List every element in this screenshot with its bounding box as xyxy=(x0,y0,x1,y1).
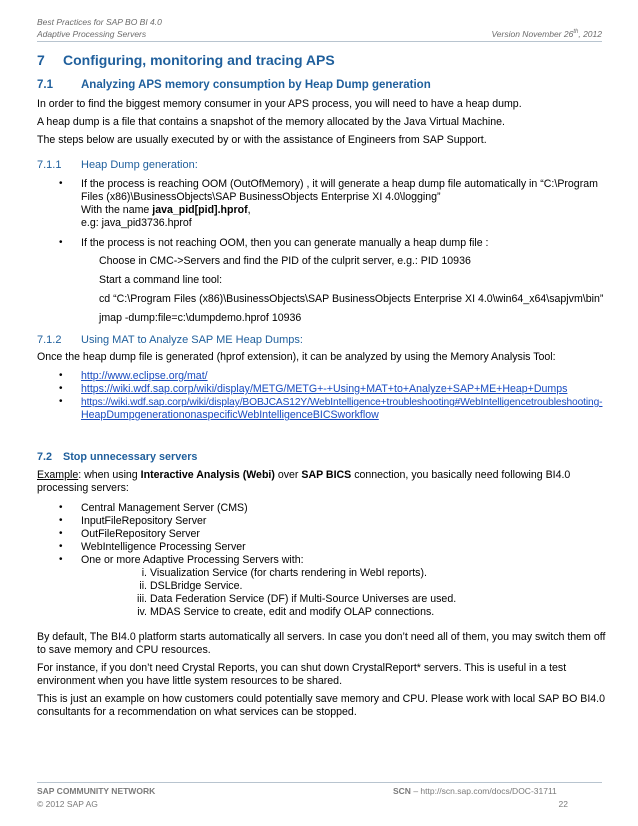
subsection-7-1-1-heading xyxy=(37,159,198,171)
server-item: One or more Adaptive Processing Servers with: xyxy=(81,554,304,566)
server-item: WebIntelligence Processing Server xyxy=(81,541,246,553)
header-version-suffix: th xyxy=(573,29,579,36)
service-number: iii. xyxy=(136,593,147,605)
paragraph: environment when you have little system resources to be shared. xyxy=(37,675,343,687)
header-version-date: Version November 26 xyxy=(491,29,574,39)
step-text: jmap -dump:file=c:\dumpdemo.hprof 10936 xyxy=(99,312,302,324)
bullet-text-part: , xyxy=(247,204,251,216)
footer-scn xyxy=(393,786,557,796)
eclipse-mat-link[interactable]: http://www.eclipse.org/mat/ xyxy=(81,370,208,382)
bullet-icon: • xyxy=(59,396,63,407)
example-label: Example xyxy=(37,469,79,481)
service-item: Visualization Service (for charts rendering in WebI reports). xyxy=(150,567,427,579)
paragraph: For instance, if you don’t need Crystal Reports, you can shut down CrystalReport* servers. This is useful in a test xyxy=(37,662,567,674)
paragraph: The steps below are usually executed by or with the assistance of Engineers from SAP Support. xyxy=(37,134,487,146)
bullet-icon: • xyxy=(59,237,63,248)
bullet-text: If the process is reaching OOM (OutOfMemory) , it will generate a heap dump file automatically in “C:\Program xyxy=(81,178,598,190)
footer-page-number: 22 xyxy=(558,799,568,809)
webi-troubleshooting-link[interactable]: https://wiki.wdf.sap.corp/wiki/display/BOBJCAS12Y/WebIntelligence+troubleshooting#WebIntelligencetroubleshooting- xyxy=(81,397,603,408)
step-text: cd “C:\Program Files (x86)\BusinessObjects\SAP BusinessObjects Enterprise XI 4.0\win64_x64\sapjvm\bin” xyxy=(99,293,604,305)
subsection-7-2-title: Stop unnecessary servers xyxy=(63,451,198,463)
subsection-7-1-1-title: Heap Dump generation: xyxy=(81,159,198,171)
header-doc-title: Best Practices for SAP BO BI 4.0 xyxy=(37,17,162,27)
footer-copyright: © 2012 SAP AG xyxy=(37,799,98,809)
step-text: Choose in CMC->Servers and find the PID of the culprit server, e.g.: PID 10936 xyxy=(99,255,471,267)
paragraph: In order to find the biggest memory consumer in your APS process, you will need to have a heap dump. xyxy=(37,98,522,110)
example-paragraph-cont: processing servers: xyxy=(37,482,129,494)
example-bics: SAP BICS xyxy=(301,469,352,481)
paragraph: By default, The BI4.0 platform starts automatically all servers. In case you don’t need all of them, you may switch them off xyxy=(37,631,606,643)
bullet-icon: • xyxy=(59,178,63,189)
bullet-icon: • xyxy=(59,541,63,552)
service-number: iv. xyxy=(137,606,147,618)
example-text: : when using xyxy=(78,469,141,481)
header-version xyxy=(491,29,602,39)
bullet-text: If the process is not reaching OOM, then you can generate manually a heap dump file : xyxy=(81,237,489,249)
bullet-icon: • xyxy=(59,370,63,381)
bullet-icon: • xyxy=(59,383,63,394)
bullet-icon: • xyxy=(59,554,63,565)
footer-scn-url: – http://scn.sap.com/docs/DOC-31711 xyxy=(410,786,557,796)
footer-scn-label: SCN xyxy=(393,786,411,796)
footer-top xyxy=(37,786,602,796)
section-heading xyxy=(37,52,335,68)
footer-network: SAP COMMUNITY NETWORK xyxy=(37,786,156,796)
bullet-text: e.g: java_pid3736.hprof xyxy=(81,217,192,229)
example-text: over xyxy=(274,469,302,481)
service-item: MDAS Service to create, edit and modify OLAP connections. xyxy=(150,606,435,618)
service-number: i. xyxy=(141,567,147,579)
service-item: DSLBridge Service. xyxy=(150,580,243,592)
paragraph: This is just an example on how customers could potentially save memory and CPU. Please work with local SAP BO BI4.0 xyxy=(37,693,606,705)
service-number: ii. xyxy=(139,580,147,592)
server-item: Central Management Server (CMS) xyxy=(81,502,248,514)
mat-wiki-link[interactable]: https://wiki.wdf.sap.corp/wiki/display/METG/METG+-+Using+MAT+to+Analyze+SAP+ME+Heap+Dumps xyxy=(81,383,568,395)
paragraph: Once the heap dump file is generated (hprof extension), it can be analyzed by using the Memory Analysis Tool: xyxy=(37,351,556,363)
paragraph: to save memory and CPU resources. xyxy=(37,644,211,656)
bullet-text xyxy=(81,204,251,217)
subsection-7-1-title: Analyzing APS memory consumption by Heap Dump generation xyxy=(81,79,431,91)
bullet-icon: • xyxy=(59,515,63,526)
bullet-icon: • xyxy=(59,502,63,513)
example-paragraph xyxy=(37,469,612,482)
paragraph: consultants for a recommendation on what services can be stopped. xyxy=(37,706,357,718)
webi-troubleshooting-link-cont[interactable]: HeapDumpgenerationonaspecificWebIntelligenceBICSworkflow xyxy=(81,409,379,421)
section-number: 7 xyxy=(37,52,45,68)
server-item: InputFileRepository Server xyxy=(81,515,207,527)
subsection-7-1-number: 7.1 xyxy=(37,79,53,91)
bullet-text-part: With the name xyxy=(81,204,153,216)
header-version-year: , 2012 xyxy=(578,29,602,39)
bullet-text: Files (x86)\BusinessObjects\SAP BusinessObjects Enterprise XI 4.0\logging” xyxy=(81,191,441,203)
header-subtitle-text: Adaptive Processing Servers xyxy=(37,29,147,39)
subsection-7-1-2-title: Using MAT to Analyze SAP ME Heap Dumps: xyxy=(81,334,303,346)
subsection-7-1-heading xyxy=(37,79,431,91)
footer-divider xyxy=(37,782,602,783)
header-divider xyxy=(37,41,602,42)
header-subtitle xyxy=(37,29,602,39)
example-text: connection, you basically need following BI4.0 xyxy=(351,469,571,481)
subsection-7-1-1-number: 7.1.1 xyxy=(37,159,62,171)
subsection-7-1-2-heading xyxy=(37,334,303,346)
filename-pattern: java_pid[pid].hprof xyxy=(152,204,248,216)
section-title: Configuring, monitoring and tracing APS xyxy=(63,52,335,68)
footer-bottom xyxy=(37,799,602,809)
step-text: Start a command line tool: xyxy=(99,274,223,286)
service-item: Data Federation Service (DF) if Multi-Source Universes are used. xyxy=(150,593,457,605)
subsection-7-2-heading xyxy=(37,451,197,463)
subsection-7-2-number: 7.2 xyxy=(37,451,53,463)
paragraph: A heap dump is a file that contains a snapshot of the memory allocated by the Java Virtual Machine. xyxy=(37,116,505,128)
bullet-icon: • xyxy=(59,528,63,539)
subsection-7-1-2-number: 7.1.2 xyxy=(37,334,62,346)
server-item: OutFileRepository Server xyxy=(81,528,200,540)
example-webi: Interactive Analysis (Webi) xyxy=(140,469,275,481)
